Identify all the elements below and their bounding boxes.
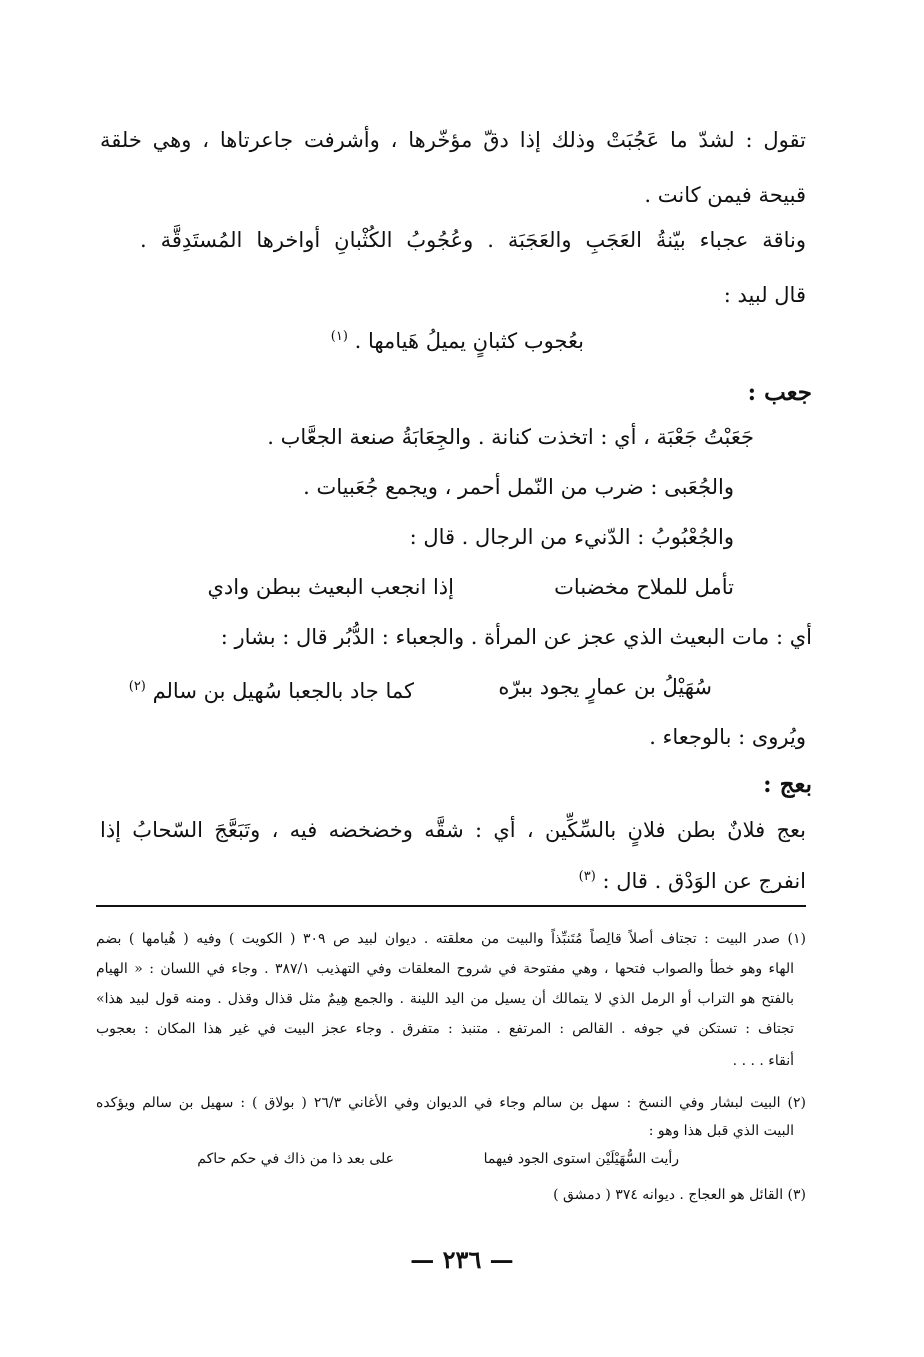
footnote-ref-2: (٢) [128,679,146,694]
baaj-line-1: بعج فلانٌ بطن فلانٍ بالسِّكِّين ، أي : شقَّه وخضخضه فيه ، وتَبَعَّجَ السّحابُ إذا [100,818,806,842]
footnote-1-line-3: بالفتح هو التراب أو الرمل الذي لا يتمالك أن يسيل من اليد اللينة . والجمع هِيمٌ مثل قذال وقذل . ومنه قول لبيد هذا» [96,991,794,1007]
body-line-3: وناقة عجباء بيّنةُ العَجَبِ والعَجَبَة . وعُجُوبُ الكُثْبانِ أواخرها المُستَدِقَّة . [140,228,806,252]
footnote-2-line-1: (٢) البيت لبشار وفي النسخ : سهل بن سالم وجاء في الديوان وفي الأغاني ٢٦/٣ ( بولاق ) : سهيل بن سالم ويؤكده [96,1095,806,1111]
footnote-2-verse-first: رأيت السُّهَيْلَيْن استوى الجود فيهما [483,1151,679,1167]
footnote-3: (٣) القائل هو العجاج . ديوانه ٣٧٤ ( دمشق ) [553,1187,806,1203]
footnote-1-line-4: تجتاف : تستكن في جوفه . القالص : المرتفع . متنبذ : متفرق . وجاء عجز البيت في غير هذا المكان : بعجوب [96,1021,794,1037]
body-line-1: تقول : لشدّ ما عَجُبَتْ وذلك إذا دقّ مؤخّرها ، وأشرفت جاعرتاها ، وهي خلقة [100,128,806,152]
labid-verse-text: بعُجوب كثبانٍ يميلُ هَيامها . [354,329,584,353]
footnote-1-line-1: (١) صدر البيت : تجتاف أصلاً قالِصاً مُتَنبِّذاً والبيت من معلقته . ديوان لبيد ص ٣٠٩ ( الكويت ) وفيه ( هُيامها ) بضم [96,931,806,947]
jaab-line-rowa: ويُروى : بالوجعاء . [649,725,806,749]
footnote-2-line-2: البيت الذي قبل هذا وهو : [648,1123,794,1139]
footnote-ref-1: (١) [330,329,348,344]
labid-verse [331,322,584,356]
jaab-line-1: جَعَبْتُ جَعْبَة ، أي : اتخذت كنانة . والجِعَابَةُ صنعة الجعَّاب . [267,425,754,449]
jaab-line-2: والجُعَبى : ضرب من النّمل أحمر ، ويجمع جُعَبيات . [303,475,734,499]
baaj-line-2-text: انفرج عن الوَدْق . قال : [602,869,806,893]
footnote-ref-3: (٣) [578,869,596,884]
footnote-divider [96,905,806,907]
heading-jaab: جعب : [747,379,812,406]
jaab-line-4: أي : مات البعيث الذي عجز عن المرأة . والجعباء : الدُّبُر قال : بشار : [220,625,812,649]
footnote-2-verse-second: على بعد ذا من ذاك في حكم حاكم [197,1151,394,1167]
footnote-1-line-2: الهاء وهو خطأ والصواب فتحها ، وهي مفتوحة في شروح المعلقات وفي التهذيب ٣٨٧/١ . وجاء في اللسان : « الهيام [96,961,794,977]
jaab-line-3: والجُعْبُوبُ : الدّنيء من الرجال . قال : [409,525,734,549]
body-line-2: قبيحة فيمن كانت . [644,183,806,207]
heading-baaj: بعج : [763,771,812,798]
verse-2-second-hemistich [129,672,414,706]
verse-1-first-hemistich: تأمل للملاح مخضبات [554,575,734,599]
verse-2-first-hemistich: سُهَيْلُ بن عمارٍ يجود ببرّه [498,675,712,699]
verse-1-second-hemistich: إذا انجعب البعيث ببطن وادي [207,575,454,599]
footnote-1-line-5: أنقاء . . . . [732,1053,794,1069]
page-number: — ٢٣٦ — [410,1245,514,1274]
verse-2-second-text: كما جاد بالجعبا سُهيل بن سالم [152,679,414,703]
baaj-line-2 [579,862,806,896]
body-line-4: قال لبيد : [723,283,806,307]
